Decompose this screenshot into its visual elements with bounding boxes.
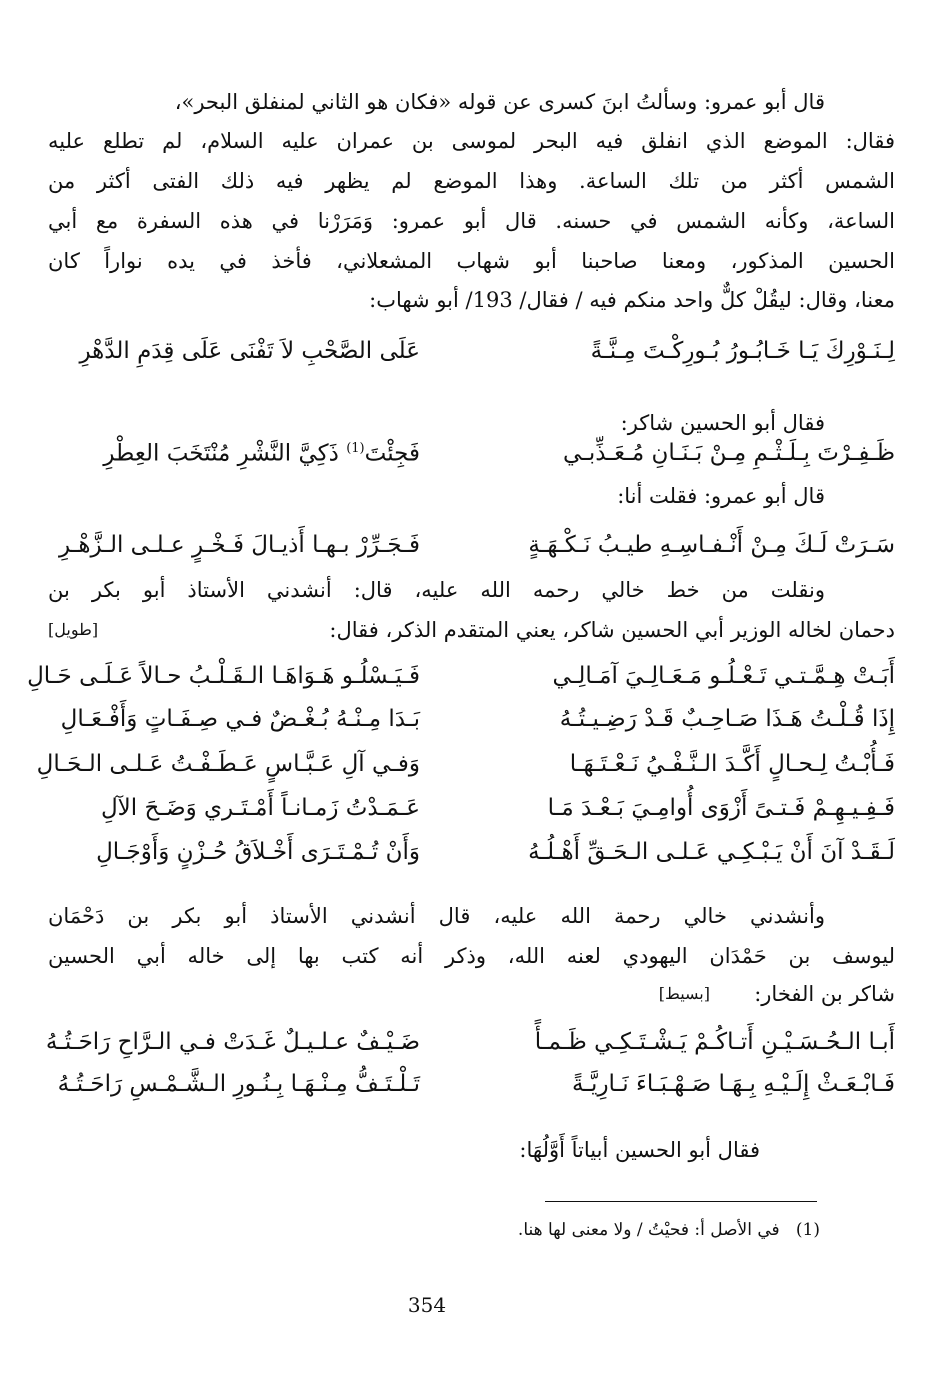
meter-label: [طويل]: [48, 620, 99, 639]
verse-first-hemistich: إِذَا قُـلْـتُ هَـذَا صَـاحِـبٌ قَـدْ رَضِـيـتُـهُ: [559, 706, 895, 732]
verse-first-hemistich: ظَـفِـرْتَ بِـلَـثْـمِ مِـنْ بَـنَـانِ مُـعَـذِّبـي: [562, 440, 895, 466]
verse-first-hemistich: فَـأُبْـتُ لِـحـالٍ أَكَّـدَ الـنَّـفْـيُ نَـعْـتَـهَـا: [569, 751, 895, 777]
meter-label: [بسيط]: [658, 984, 710, 1003]
prose-line: الحسين المذكور، ومعنا صاحبنا أبو شهاب المشعلاني، فأخذ في يده نواراً كان: [48, 249, 895, 273]
prose-line: قال أبو عمرو: وسألتُ ابنَ كسرى عن قوله «فكان هو الثاني لمنفلق البحر»،: [174, 90, 825, 114]
verse-second-hemistich: عَلَى الصَّحْبِ لاَ تَفْنَى عَلَى قِدَمِ الدَّهْرِ: [79, 338, 420, 364]
verse-second-hemistich: فَـيَـسْلُـو هَـوَاهَـا الـقَـلْـبُ حـالاً عَـلَـى حَـالِ: [27, 663, 420, 689]
verse-first-hemistich: فَـفِـيـهِـمْ فَـتـىً أَزْوَى أُوامِـيَ بَـعْـدَ مَـا: [547, 795, 895, 821]
prose-line: ونقلت من خط خالي رحمه الله عليه، قال: أنشدني الأستاذ أبو بكر بن: [48, 578, 825, 602]
verse-first-hemistich: أَبَـتْ هِـمَّـتـي تَـعْـلُـو مَـعَـالِـيَ آمَـالِـي: [552, 663, 895, 689]
footnote-text: في الأصل أ: فحيْتُ / ولا معنى لها هنا.: [517, 1220, 780, 1240]
verse-first-hemistich: فَـابْـعَـثْ إِلَـيْـهِ بِـهَـا صَـهْـبَـاءَ نَـارِيَّـةً: [571, 1071, 895, 1097]
prose-line: وأنشدني خالي رحمة الله عليه، قال أنشدني الأستاذ أبو بكر بن دَحْمَان: [48, 904, 825, 928]
footnote-number: (1): [795, 1220, 820, 1240]
verse-first-hemistich: لِـنَـوْرِكَ يَـا خَـابُـورُ بُـورِكْـتَ مِـنَّـةً: [590, 338, 895, 364]
verse-text: فَجِئْتَ: [364, 440, 420, 467]
verse-second-hemistich: تَـلْـتَـفُّ مِـنْـهَـا بِـنُـورِ الـشَّـمْـسِ رَاحَـتُـهُ: [57, 1071, 420, 1097]
prose-line: دحمان لخاله الوزير أبي الحسين شاكر، يعني المتقدم الذكر، فقال:: [329, 618, 895, 642]
verse-second-hemistich: بَـدَا مِـنْـهُ بُـغْـضٌ فـي صِـفَـاتٍ وَأَفْـعَـالِ: [60, 706, 420, 732]
verse-second-hemistich: عَـمَـدْتُ زَمـانـاً أَمْـتَـري وَضَـحَ الآلِ: [100, 795, 420, 821]
prose-line: ليوسف بن حَمْدَان اليهودي لعنه الله، وذكر أنه كتب بها إلى خاله أبي الحسين: [48, 944, 895, 968]
verse-intro: فقال أبو الحسين أبياتاً أَوَّلُهَا:: [519, 1138, 760, 1162]
verse-first-hemistich: أَبـا الـحُـسَـيْـنِ أَتـاكُـمْ يَـشْـتَـكِـي ظَـمـأً: [534, 1029, 895, 1055]
verse-text: ذَكِيَّ النَّشْرِ مُنْتَخَبَ العِطْرِ: [103, 440, 347, 467]
verse-second-hemistich: وَأَنْ تُـمْـتَـرَى أَخْـلاَقُ حُـزْنٍ وَأَوْجَـالِ: [96, 839, 420, 865]
verse-second-hemistich: [103, 442, 420, 466]
verse-first-hemistich: لَـقَـدْ آنَ أَنْ يَـبْـكِـي عَـلـى الـحَـقِّ أَهْـلُـهُ: [528, 839, 895, 865]
verse-intro: قال أبو عمرو: فقلت أنا:: [617, 484, 825, 508]
verse-second-hemistich: فَـجَـرِّرْ بـهـا أَذيـالَ فَـخْـرٍ عـلـى الـزَّهْـرِ: [58, 532, 420, 558]
prose-line: الشمس أكثر من تلك الساعة. وهذا الموضع لم يظهر فيه ذلك الفتى أكثر من: [48, 169, 895, 193]
prose-line: فقال: الموضع الذي انفلق فيه البحر لموسى بن عمران عليه السلام، لم تطلع عليه: [48, 129, 895, 153]
footnote-reference: (1): [346, 441, 365, 456]
footnote-separator: [545, 1201, 817, 1202]
prose-line: معنا، وقال: ليقُلْ كلٌّ واحد منكم فيه / فقال/ 193/ أبو شهاب:: [369, 288, 895, 312]
verse-second-hemistich: وَفـي آلِ عَـبَّـاسٍ عَـطَـفْـتُ عَـلـى الـحَـالِ: [36, 751, 420, 777]
prose-line: الساعة، وكأنه الشمس في حسنه. قال أبو عمرو: وَمَرَرْنا في هذه السفرة مع أبي: [48, 209, 895, 233]
verse-first-hemistich: سَـرَتْ لَـكَ مِـنْ أَنْـفـاسِـهِ طيـبُ نَـكْـهَـةٍ: [528, 532, 895, 558]
verse-intro: فقال أبو الحسين شاكر:: [620, 411, 825, 435]
footnote: [518, 1222, 820, 1239]
page-number: 354: [407, 1293, 447, 1317]
prose-line: شاكر بن الفخار:: [754, 982, 895, 1006]
verse-second-hemistich: ضَـيْـفٌ عـلـيـلٌ غَـدَتْ فـي الـرَّاحِ رَاحَـتُـهُ: [45, 1029, 420, 1055]
